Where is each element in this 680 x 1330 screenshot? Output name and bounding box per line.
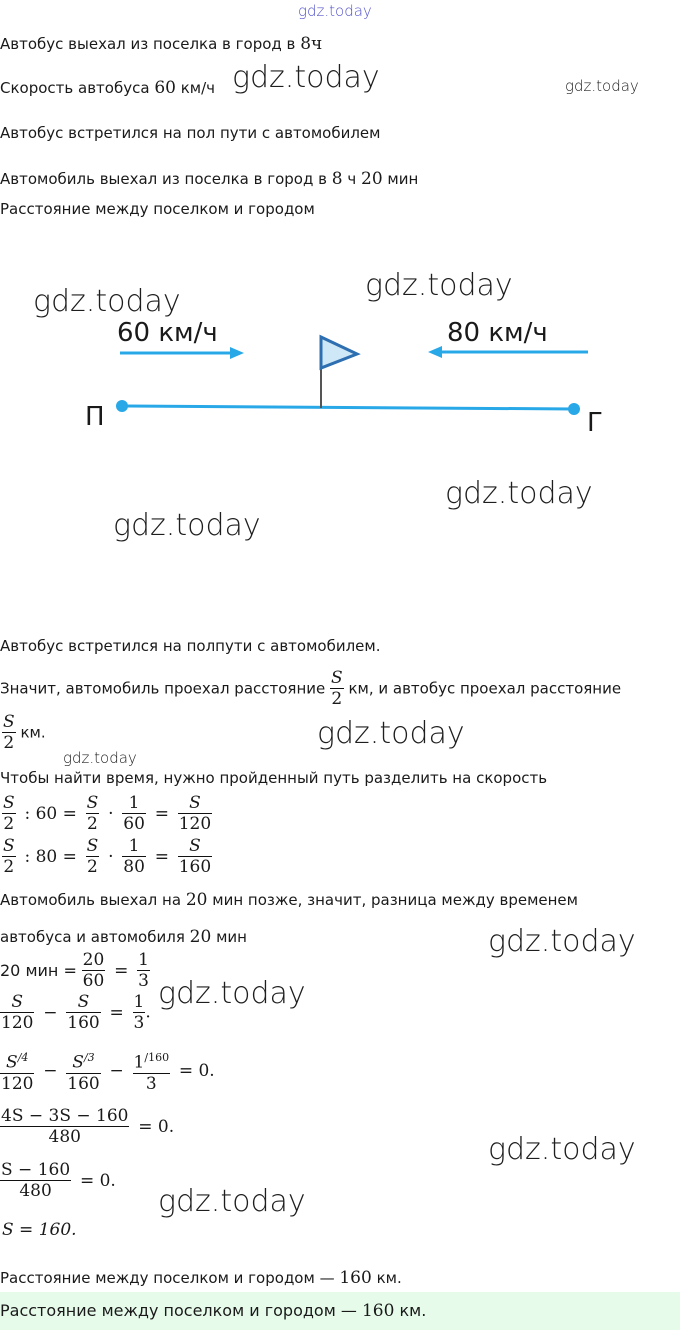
- route-line: [122, 406, 574, 409]
- speed-label-right: 80 км/ч: [447, 318, 548, 348]
- given-value: 8ч: [300, 34, 323, 54]
- given-text: Автомобиль выехал из поселка в город в: [0, 170, 327, 188]
- solution-line-2: [0, 668, 621, 710]
- given-unit: км/ч: [180, 79, 216, 97]
- given-text: Скорость автобуса: [0, 79, 150, 97]
- equation-combined: $\frac{4S - 3S - 160}{480}$ = 0.: [1, 1106, 175, 1147]
- equation-bus-time: $\frac{S}{2}$ : 60 = $\frac{S}{2}$ · $\frac{1}{60}$ = $\frac{S}{120}$: [3, 793, 212, 834]
- given-line-3: Автобус встретился на пол пути с автомобилем: [0, 124, 381, 142]
- watermark: gdz.today: [33, 284, 181, 319]
- given-unit: ч: [347, 170, 357, 188]
- given-line-1: [0, 34, 322, 54]
- watermark: gdz.today: [113, 508, 261, 543]
- equation-minutes-to-hours: 20 мин = $\frac{20}{60}$ = $\frac{1}{3}$: [0, 950, 149, 991]
- watermark: gdz.today: [317, 716, 465, 751]
- solution-text: Значит, автомобиль проехал расстояние: [0, 679, 326, 698]
- arrow-left-head: [230, 347, 244, 359]
- equation-result: S = 160.: [2, 1220, 77, 1240]
- solution-text: км.: [20, 723, 46, 742]
- watermark: gdz.today: [232, 60, 380, 95]
- watermark: gdz.today: [565, 77, 639, 95]
- given-line-4: [0, 169, 418, 189]
- equation-car-time: $\frac{S}{2}$ : 80 = $\frac{S}{2}$ · $\frac{1}{80}$ = $\frac{S}{160}$: [3, 836, 212, 877]
- point-city: [568, 403, 580, 415]
- watermark: gdz.today: [365, 268, 513, 303]
- fraction: $\frac{S}{2}$: [3, 712, 15, 753]
- watermark: gdz.today: [488, 1132, 636, 1167]
- solution-line-1: Автобус встретился на полпути с автомобилем.: [0, 637, 381, 655]
- speed-label-left: 60 км/ч: [117, 318, 218, 348]
- point-village: [116, 400, 128, 412]
- watermark-top: gdz.today: [298, 2, 372, 20]
- solution-line-4: Чтобы найти время, нужно пройденный путь разделить на скорость: [0, 769, 548, 787]
- solution-line-3: [2, 712, 46, 753]
- solution-line-6: автобуса и автомобиля 20 мин: [0, 927, 247, 947]
- solution-line-5: Автомобиль выехал на 20 мин позже, значит, разница между временем: [0, 890, 578, 910]
- equation-simplified: $\frac{S - 160}{480}$ = 0.: [1, 1160, 116, 1201]
- point-label-left: П: [85, 402, 105, 432]
- given-unit: мин: [387, 170, 419, 188]
- motion-diagram: [0, 300, 680, 460]
- solution-text: км, и автобус проехал расстояние: [348, 679, 622, 698]
- watermark: gdz.today: [445, 476, 593, 511]
- given-value: 60: [154, 78, 176, 98]
- answer-text: Расстояние между поселком и городом — 160 км.: [0, 1301, 427, 1321]
- flag-icon: [321, 337, 357, 368]
- arrow-right-head: [428, 346, 442, 358]
- equation-time-difference: $\frac{S}{120}$ − $\frac{S}{160}$ = $\frac{1}{3}$ .: [1, 992, 151, 1033]
- given-line-5: Расстояние между поселком и городом: [0, 200, 315, 218]
- given-value: 8: [331, 169, 343, 189]
- given-value: 20: [361, 169, 383, 189]
- watermark: gdz.today: [158, 976, 306, 1011]
- watermark: gdz.today: [488, 924, 636, 959]
- answer-box: [0, 1292, 680, 1330]
- fraction: $\frac{S}{2}$: [331, 668, 343, 709]
- given-text: Автобус выехал из поселка в город в: [0, 35, 296, 53]
- given-line-2: [0, 78, 215, 98]
- equation-common-denominator: $\frac{S^{/4}}{120}$ − $\frac{S^{/3}}{160}$ − $\frac{1^{/160}}{3}$ = 0.: [1, 1051, 215, 1094]
- watermark: gdz.today: [63, 749, 137, 767]
- watermark: gdz.today: [158, 1184, 306, 1219]
- point-label-right: Г: [587, 408, 603, 438]
- conclusion-line: Расстояние между поселком и городом — 160 км.: [0, 1268, 402, 1288]
